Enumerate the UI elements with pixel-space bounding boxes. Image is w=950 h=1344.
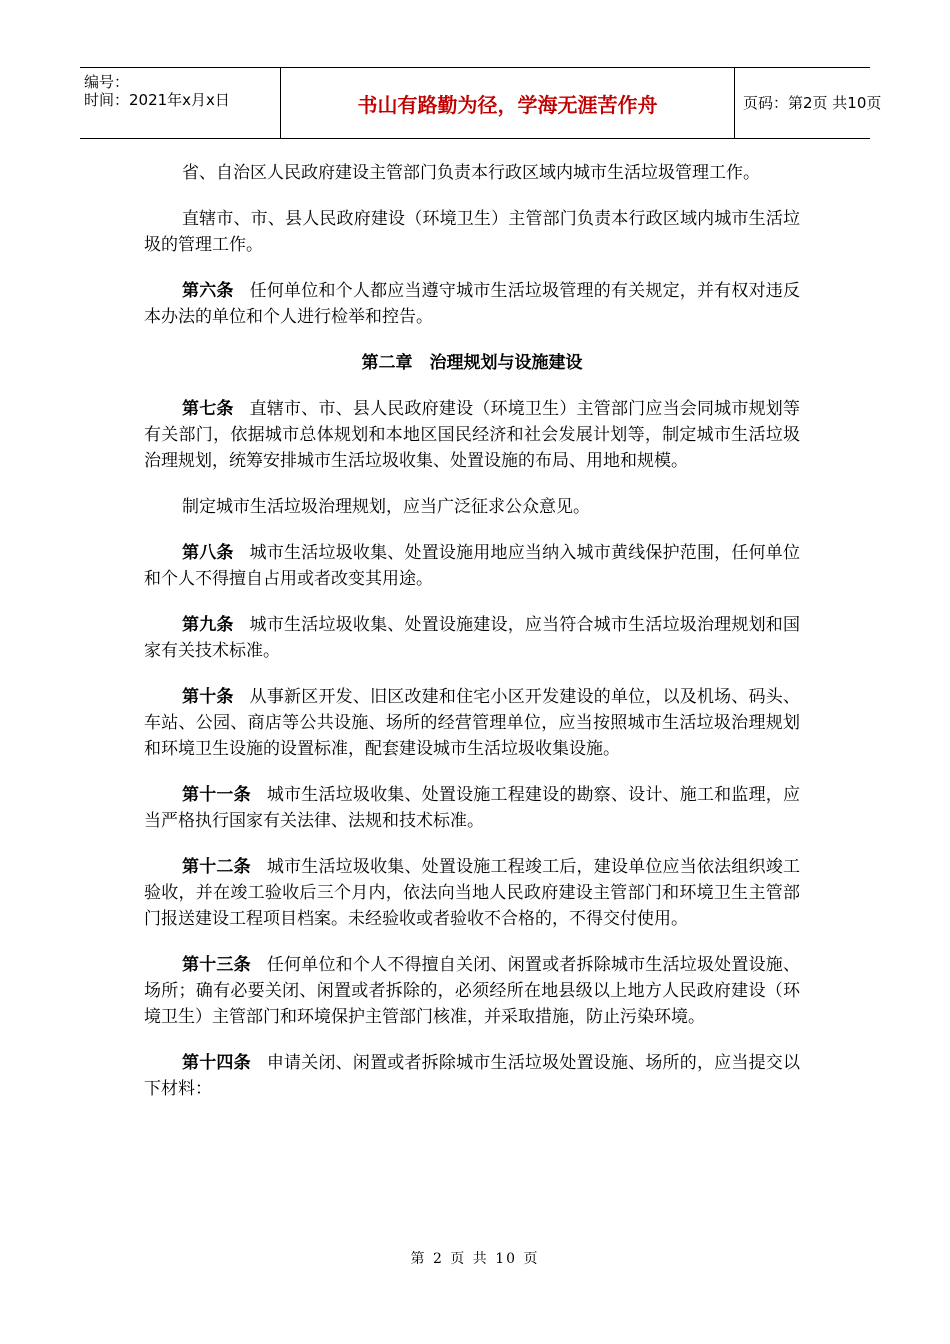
paragraph-text: 从事新区开发、旧区改建和住宅小区开发建设的单位，以及机场、码头、车站、公园、商店等公共设施、场所的经营管理单位，应当按照城市生活垃圾治理规划和环境卫生设施的设置标准，配套建设城市生活垃圾收集设施。: [144, 687, 801, 759]
header-info-cell: [80, 68, 281, 138]
paragraph-text: 省、自治区人民政府建设主管部门负责本行政区域内城市生活垃圾管理工作。: [182, 163, 760, 183]
paragraph: [144, 278, 800, 330]
paragraph: [144, 206, 800, 258]
paragraph: [144, 396, 800, 474]
number-label: 编号：: [84, 73, 130, 91]
paragraph-text: 申请关闭、闲置或者拆除城市生活垃圾处置设施、场所的，应当提交以下材料：: [144, 1053, 801, 1099]
paragraph-text: 城市生活垃圾收集、处置设施工程建设的勘察、设计、施工和监理，应当严格执行国家有关法律、法规和技术标准。: [144, 785, 801, 831]
page-footer: 第 2 页 共 10 页: [410, 1251, 540, 1267]
paragraph: [144, 1050, 800, 1102]
paragraph: [144, 160, 800, 186]
paragraph: [144, 952, 800, 1030]
paragraph-text: 城市生活垃圾收集、处置设施建设，应当符合城市生活垃圾治理规划和国家有关技术标准。: [144, 615, 801, 661]
article-number: 第十条: [182, 687, 234, 707]
article-number: 第十四条: [182, 1053, 251, 1073]
paragraph-text: 制定城市生活垃圾治理规划，应当广泛征求公众意见。: [182, 497, 590, 517]
motto: 书山有路勤为径，学海无涯苦作舟: [357, 93, 658, 117]
paragraph-text: 直辖市、市、县人民政府建设（环境卫生）主管部门应当会同城市规划等有关部门，依据城市总体规划和本地区国民经济和社会发展计划等，制定城市生活垃圾治理规划，统筹安排城市生活垃圾收集、处置设施的布局、用地和规模。: [144, 399, 801, 471]
article-number: 第八条: [182, 543, 234, 563]
paragraph: [144, 782, 800, 834]
paragraph: [144, 494, 800, 520]
paragraph-text: 直辖市、市、县人民政府建设（环境卫生）主管部门负责本行政区域内城市生活垃圾的管理工作。: [144, 209, 800, 255]
document-body: [144, 160, 800, 1122]
article-number: 第九条: [182, 615, 234, 635]
paragraph-text: 任何单位和个人不得擅自关闭、闲置或者拆除城市生活垃圾处置设施、场所；确有必要关闭、闲置或者拆除的，必须经所在地县级以上地方人民政府建设（环境卫生）主管部门和环境保护主管部门核准，并采取措施，防止污染环境。: [144, 955, 801, 1027]
article-number: 第十二条: [182, 857, 251, 877]
article-number: 第七条: [182, 399, 234, 419]
paragraph-text: 城市生活垃圾收集、处置设施用地应当纳入城市黄线保护范围，任何单位和个人不得擅自占用或者改变其用途。: [144, 543, 801, 589]
article-number: 第六条: [182, 281, 234, 301]
time-label: 时间：2021年x月x日: [84, 91, 230, 109]
paragraph: [144, 612, 800, 664]
header-table: [80, 67, 882, 139]
chapter-title: 第二章 治理规划与设施建设: [361, 353, 583, 373]
article-number: 第十一条: [182, 785, 251, 805]
header-page-cell: [735, 68, 882, 138]
paragraph: [144, 540, 800, 592]
paragraph: [144, 854, 800, 932]
paragraph-text: 任何单位和个人都应当遵守城市生活垃圾管理的有关规定，并有权对违反本办法的单位和个人进行检举和控告。: [144, 281, 801, 327]
page-label: 页码：第2页 共10页: [743, 94, 882, 112]
paragraph: [144, 684, 800, 762]
paragraph-text: 城市生活垃圾收集、处置设施工程竣工后，建设单位应当依法组织竣工验收，并在竣工验收后三个月内，依法向当地人民政府建设主管部门和环境卫生主管部门报送建设工程项目档案。未经验收或者验收不合格的，不得交付使用。: [144, 857, 801, 929]
header-motto-cell: [281, 68, 735, 138]
article-number: 第十三条: [182, 955, 251, 975]
